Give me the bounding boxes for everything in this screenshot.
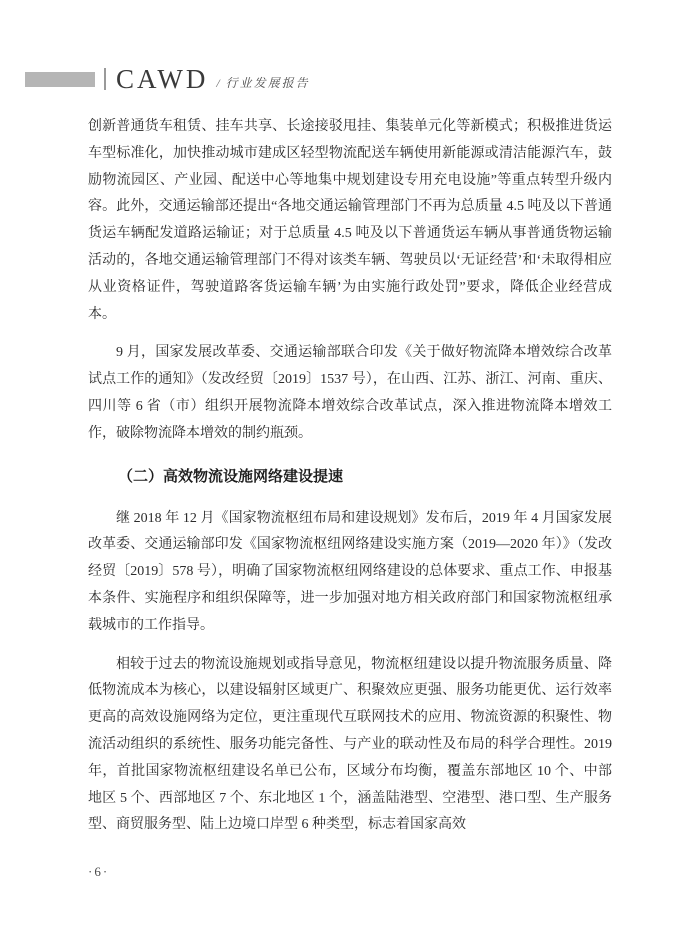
section-heading: （二）高效物流设施网络建设提速 xyxy=(118,467,344,485)
report-subtitle: 行业发展报告 xyxy=(225,75,310,90)
page-number: ·6· xyxy=(88,864,110,879)
page-header xyxy=(25,64,310,94)
paragraph: 9 月，国家发展改革委、交通运输部联合印发《关于做好物流降本增效综合改革试点工作的通知》（发改经贸〔2019〕1537 号），在山西、江苏、浙江、河南、重庆、四川等 6 省（市）组织开展物流降本增效综合改革试点，深入推进物流降本增效工作，破除物流降本增效的制约瓶颈。 xyxy=(88,345,612,441)
slash-separator: / xyxy=(216,75,222,90)
page-footer xyxy=(88,864,109,880)
paragraph-continuation: 创新普通货车租赁、挂车共享、长途接驳甩挂、集装单元化等新模式；积极推进货运车型标准化，加快推动城市建成区轻型物流配送车辆使用新能源或清洁能源汽车，鼓励物流园区、产业园、配送中心等地集中规划建设专用充电设施”等重点转型升级内容。此外，交通运输部还提出“各地交通运输管理部门不再为总质量 4.5 吨及以下普通货运车辆配发道路运输证；对于总质量 4.5 吨及以下普通货运车辆从事普通货物运输活动的，各地交通运输管理部门不得对该类车辆、驾驶员以‘无证经营’和‘未取得相应从业资格证件，驾驶道路客货运输车辆’为由实施行政处罚”要求，降低企业经营成本。 xyxy=(88,119,612,322)
brand-title: CAWD xyxy=(116,63,209,94)
report-type-label xyxy=(216,68,309,91)
header-divider xyxy=(104,68,106,90)
paragraph: 相较于过去的物流设施规划或指导意见，物流枢纽建设以提升物流服务质量、降低物流成本为核心，以建设辐射区域更广、积聚效应更强、服务功能更优、运行效率更高的高效设施网络为定位，更注重现代互联网技术的应用、物流资源的积聚性、物流活动组织的系统性、服务功能完备性、与产业的联动性及布局的科学合理性。2019 年，首批国家物流枢纽建设名单已公布，区域分布均衡，覆盖东部地区 10 个、中部地区 5 个、西部地区 7 个、东北地区 1 个，涵盖陆港型、空港型、港口型、生产服务型、商贸服务型、陆上边境口岸型 6 种类型，标志着国家高效 xyxy=(88,656,612,833)
paragraph: 继 2018 年 12 月《国家物流枢纽布局和建设规划》发布后，2019 年 4 月国家发展改革委、交通运输部印发《国家物流枢纽网络建设实施方案（2019—2020 年）》（发改经贸〔2019〕578 号），明确了国家物流枢纽网络建设的总体要求、重点工作、申报基本条件、实施程序和组织保障等，进一步加强对地方相关政府部门和国家物流枢纽承载城市的工作指导。 xyxy=(88,510,612,633)
logo-placeholder-icon xyxy=(25,72,95,87)
document-body xyxy=(88,114,612,851)
